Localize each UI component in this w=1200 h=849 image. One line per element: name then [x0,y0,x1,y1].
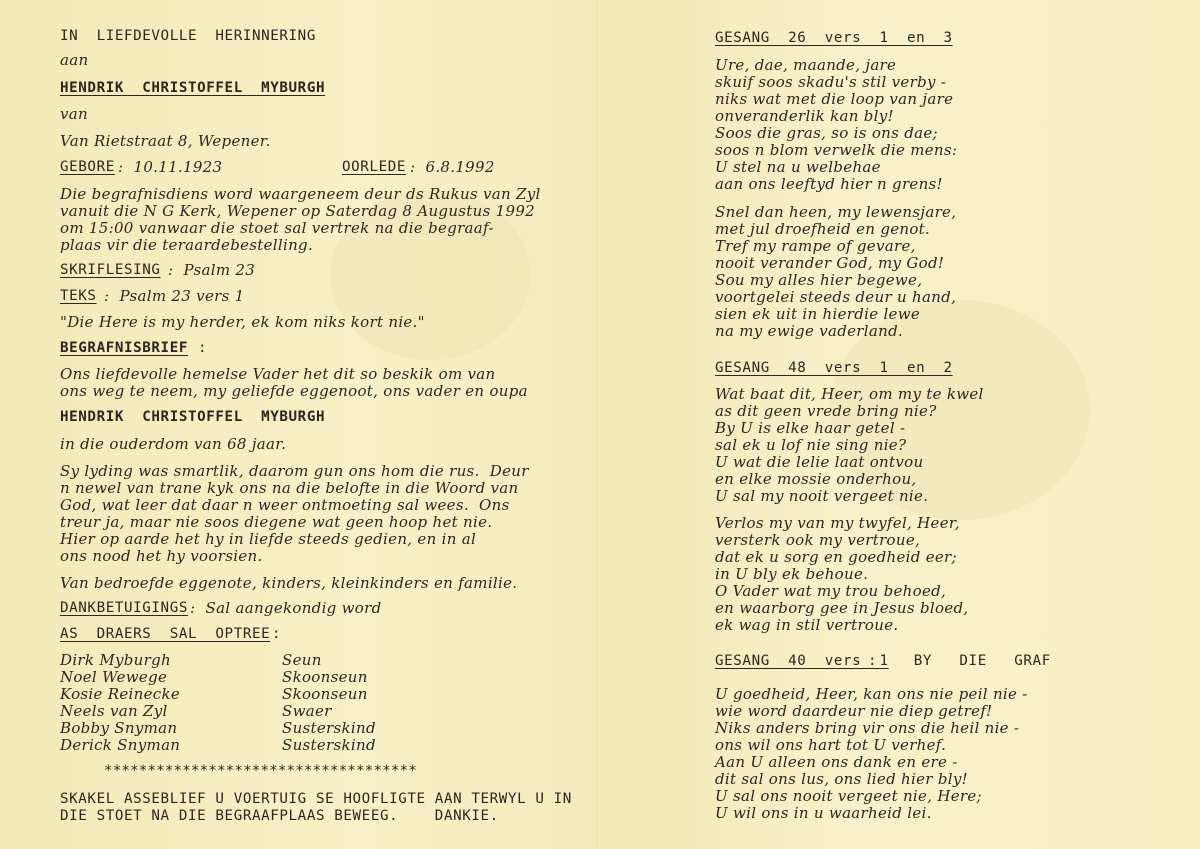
hymn3-title: GESANG 40 vers 1 [715,653,889,669]
service-line: Die begrafnisdiens word waargeneem deur ds Rukus van Zyl [60,185,541,203]
hymn-line: en waarborg gee in Jesus bloed, [715,599,969,617]
hymn-line: voortgelei steeds deur u hand, [715,288,957,306]
notice-line: SKAKEL ASSEBLIEF U VOERTUIG SE HOOFLIGTE AAN TERWYL U IN [60,791,572,807]
bearer-relation: Swaer [282,702,332,720]
bearers-label: AS DRAERS SAL OPTREE [60,626,271,642]
suffering-line: Hier op aarde het hy in liefde steeds gedien, en in al [60,530,477,548]
suffering-line: Sy lyding was smartlik, daarom gun ons hom die rus. Deur [60,462,529,480]
right-page [600,0,1200,849]
hymn-line: ons wil ons hart tot U verhef. [715,736,947,754]
hymn-line: na my ewige vaderland. [715,322,904,340]
hymn-line: Wat baat dit, Heer, om my te kwel [715,385,984,403]
scripture-quote: "Die Here is my herder, ek kom niks kort nie." [60,313,425,331]
hymn-line: By U is elke haar getel - [715,419,906,437]
bearer-relation: Susterskind [282,736,376,754]
hymn-line: Niks anders bring vir ons die heil nie - [715,719,1020,737]
thanks-value: : Sal aangekondig word [190,599,382,617]
deceased-name: HENDRIK CHRISTOFFEL MYBURGH [60,80,326,96]
bearer-name: Bobby Snyman [60,719,178,737]
hymn1-title: GESANG 26 vers 1 en 3 [715,30,953,46]
hymn-line: Ure, dae, maande, jare [715,56,897,74]
letter-label: BEGRAFNISBRIEF [60,340,188,356]
born-date: : 10.11.1923 [118,158,223,176]
from-label: van [60,105,88,123]
hymn-line: dat ek u sorg en goedheid eer; [715,548,957,566]
hymn-line: U wat die lelie laat ontvou [715,453,924,471]
bearer-relation: Seun [282,651,322,669]
hymn3-suffix: : BY DIE GRAF [868,653,1051,669]
hymn-line: U goedheid, Heer, kan ons nie peil nie - [715,685,1028,703]
hymn-line: ek wag in stil vertroue. [715,616,899,634]
hymn-line: U sal my nooit vergeet nie. [715,487,929,505]
service-line: plaas vir die teraardebestelling. [60,236,314,254]
bearers-colon: : [272,626,282,642]
hymn-line: soos n blom verwelk die mens: [715,141,958,159]
reading-value: : Psalm 23 [168,261,256,279]
to-label: aan [60,51,89,69]
born-label: GEBORE [60,159,115,175]
suffering-line: ons nood het hy voorsien. [60,547,263,565]
service-line: om 15:00 vanwaar die stoet sal vertrek na die begraaf- [60,219,494,237]
hymn-line: U sal ons nooit vergeet nie, Here; [715,787,982,805]
thanks-label: DANKBETUIGINGS [60,600,188,616]
hymn-line: nooit verander God, my God! [715,254,945,272]
letter-line: ons weg te neem, my geliefde eggenoot, ons vader en oupa [60,382,528,400]
hymn-line: Aan U alleen ons dank en ere - [715,753,958,771]
family-line: Van bedroefde eggenote, kinders, kleinkinders en familie. [60,574,518,592]
hymn-line: skuif soos skadu's stil verby - [715,73,947,91]
suffering-line: God, wat leer dat daar n weer ontmoeting sal wees. Ons [60,496,510,514]
hymn-line: niks wat met die loop van jare [715,90,954,108]
left-page [0,0,598,849]
hymn-line: sien ek uit in hierdie lewe [715,305,921,323]
bearer-name: Neels van Zyl [60,702,168,720]
hymn-line: onveranderlik kan bly! [715,107,894,125]
hymn-line: U wil ons in u waarheid lei. [715,804,932,822]
hymn-line: Tref my rampe of gevare, [715,237,916,255]
hymn-line: versterk ook my vertroue, [715,531,921,549]
bearer-name: Dirk Myburgh [60,651,171,669]
hymn-line: Sou my alles hier begewe, [715,271,923,289]
bearer-relation: Skoonseun [282,668,368,686]
memorial-heading: IN LIEFDEVOLLE HERINNERING [60,28,316,44]
hymn-line: O Vader wat my trou behoed, [715,582,947,600]
died-label: OORLEDE [342,159,406,175]
deceased-name-repeat: HENDRIK CHRISTOFFEL MYBURGH [60,409,326,425]
reading-label: SKRIFLESING [60,262,161,278]
age-line: in die ouderdom van 68 jaar. [60,435,287,453]
hymn-line: Verlos my van my twyfel, Heer, [715,514,960,532]
hymn-line: U stel na u welbehae [715,158,881,176]
bearer-name: Noel Wewege [60,668,168,686]
star-divider: ************************************ [104,763,417,779]
hymn-line: en elke mossie onderhou, [715,470,917,488]
letter-colon: : [198,340,208,356]
hymn-line: Soos die gras, so is ons dae; [715,124,938,142]
hymn-line: dit sal ons lus, ons lied hier bly! [715,770,968,788]
bearer-relation: Susterskind [282,719,376,737]
hymn-line: in U bly ek behoue. [715,565,869,583]
text-value: : Psalm 23 vers 1 [104,287,245,305]
bearer-name: Derick Snyman [60,736,181,754]
service-line: vanuit die N G Kerk, Wepener op Saterdag 8 Augustus 1992 [60,202,536,220]
text-label: TEKS [60,288,97,304]
suffering-line: treur ja, maar nie soos diegene wat geen hoop het nie. [60,513,493,531]
notice-line: DIE STOET NA DIE BEGRAAFPLAAS BEWEEG. DANKIE. [60,808,499,824]
bearer-name: Kosie Reinecke [60,685,181,703]
hymn-line: sal ek u lof nie sing nie? [715,436,907,454]
address: Van Rietstraat 8, Wepener. [60,132,271,150]
hymn-line: met jul droefheid en genot. [715,220,931,238]
hymn-line: Snel dan heen, my lewensjare, [715,203,957,221]
suffering-line: n newel van trane kyk ons na die belofte in die Woord van [60,479,519,497]
bearer-relation: Skoonseun [282,685,368,703]
hymn2-title: GESANG 48 vers 1 en 2 [715,360,953,376]
died-date: : 6.8.1992 [410,158,495,176]
letter-line: Ons liefdevolle hemelse Vader het dit so beskik om van [60,365,496,383]
hymn-line: wie word daardeur nie diep getref! [715,702,993,720]
hymn-line: as dit geen vrede bring nie? [715,402,937,420]
hymn-line: aan ons leeftyd hier n grens! [715,175,943,193]
